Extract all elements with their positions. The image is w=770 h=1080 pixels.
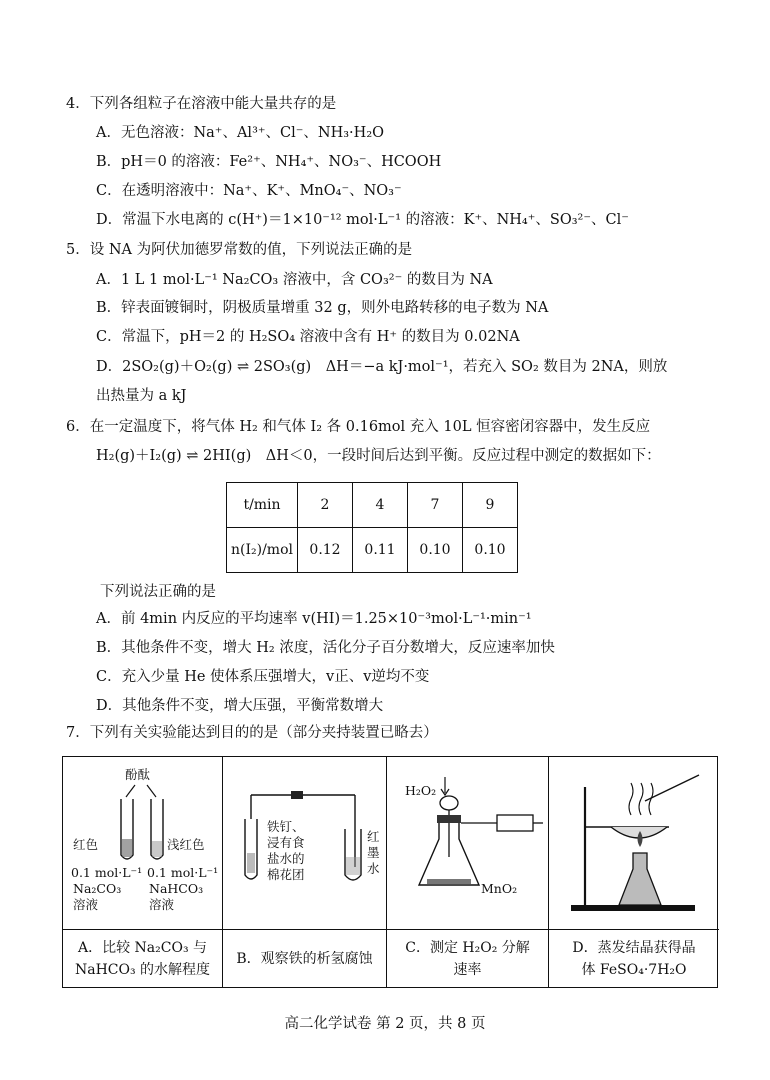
- label-phenolphthalein: 酚酞: [125, 767, 151, 782]
- page-footer: 高二化学试卷 第 2 页，共 8 页: [284, 1016, 486, 1032]
- label-h2o2: H₂O₂: [405, 783, 437, 798]
- q4-option-a: A．无色溶液：Na⁺、Al³⁺、Cl⁻、NH₃·H₂O: [96, 125, 385, 141]
- label-iron-nail: 铁钉、: [267, 819, 305, 834]
- q5-option-a: A．1 L 1 mol·L⁻¹ Na₂CO₃ 溶液中，含 CO₃²⁻ 的数目为 NA: [96, 272, 493, 288]
- table-row: [227, 528, 518, 573]
- label-red-ink-3: 水: [367, 861, 380, 876]
- caption-line: B．观察铁的析氢腐蚀: [236, 950, 373, 967]
- q6-data-table: [226, 482, 518, 573]
- label-conc-left: 0.1 mol·L⁻¹: [71, 865, 143, 880]
- caption-line: NaHCO₃ 的水解程度: [74, 961, 211, 978]
- q4-stem: 4．下列各组粒子在溶液中能大量共存的是: [66, 96, 337, 112]
- label-nahco3: NaHCO₃: [149, 881, 204, 896]
- q4-option-c: C．在透明溶液中：Na⁺、K⁺、MnO₄⁻、NO₃⁻: [96, 183, 402, 199]
- experiment-b: [223, 757, 387, 987]
- label-solution-left: 溶液: [73, 897, 99, 912]
- table-cell: 4: [353, 483, 408, 528]
- caption-line: D．蒸发结晶获得晶: [572, 939, 696, 956]
- q5-option-c: C．常温下，pH＝2 的 H₂SO₄ 溶液中含有 H⁺ 的数目为 0.02NA: [96, 329, 520, 345]
- q6-stem: 6．在一定温度下，将气体 H₂ 和气体 I₂ 各 0.16mol 充入 10L 恒容密闭容器中，发生反应: [66, 419, 651, 435]
- q5-option-d: D．2SO₂(g)＋O₂(g) ⇌ 2SO₃(g) ΔH＝−a kJ·mol⁻¹，若充入 SO₂ 数目为 2NA，则放: [96, 359, 668, 375]
- caption-line: 速率: [453, 961, 482, 978]
- table-cell: 0.10: [408, 528, 463, 573]
- table-header-amount: n(I₂)/mol: [227, 528, 298, 573]
- label-na2co3: Na₂CO₃: [73, 881, 122, 896]
- q7-experiment-grid: [62, 756, 718, 988]
- table-cell: 9: [463, 483, 518, 528]
- table-cell: 0.11: [353, 528, 408, 573]
- iron-corrosion-diagram: [223, 757, 387, 929]
- label-conc-right: 0.1 mol·L⁻¹: [147, 865, 219, 880]
- caption-line: C．测定 H₂O₂ 分解: [405, 939, 530, 956]
- table-cell: 0.10: [463, 528, 518, 573]
- table-cell: 0.12: [298, 528, 353, 573]
- q6-option-d: D．其他条件不变，增大压强，平衡常数增大: [96, 698, 384, 714]
- caption-line: 体 FeSO₄·7H₂O: [581, 961, 687, 978]
- q6-option-b: B．其他条件不变，增大 H₂ 浓度，活化分子百分数增大，反应速率加快: [96, 640, 555, 656]
- q5-stem: 5．设 NA 为阿伏加德罗常数的值，下列说法正确的是: [66, 242, 413, 258]
- label-red: 红色: [73, 837, 99, 852]
- experiment-c-caption: [387, 929, 548, 987]
- label-solution-right: 溶液: [149, 897, 175, 912]
- q5-option-b: B．锌表面镀铜时，阴极质量增重 32 g，则外电路转移的电子数为 NA: [96, 300, 549, 316]
- q4-option-b: B．pH＝0 的溶液：Fe²⁺、NH₄⁺、NO₃⁻、HCOOH: [96, 154, 442, 170]
- table-row: [227, 483, 518, 528]
- q7-stem: 7．下列有关实验能达到目的的是（部分夹持装置已略去）: [66, 725, 438, 741]
- label-mno2: MnO₂: [481, 881, 518, 896]
- q6-option-c: C．充入少量 He 使体系压强增大，v正、v逆均不变: [96, 669, 430, 685]
- q5-option-d-continued: 出热量为 a kJ: [96, 388, 187, 404]
- table-cell: 2: [298, 483, 353, 528]
- q4-option-d: D．常温下水电离的 c(H⁺)＝1×10⁻¹² mol·L⁻¹ 的溶液：K⁺、NH₄⁺、SO₃²⁻、Cl⁻: [96, 212, 629, 228]
- evaporation-diagram: [549, 757, 719, 929]
- experiment-b-caption: [223, 929, 386, 987]
- experiment-c: [387, 757, 549, 987]
- q6-option-a: A．前 4min 内反应的平均速率 v(HI)＝1.25×10⁻³mol·L⁻¹·min⁻¹: [96, 611, 532, 627]
- label-salt-water: 盐水的: [267, 851, 305, 866]
- label-red-ink-1: 红: [367, 829, 380, 844]
- q6-sub-stem: 下列说法正确的是: [100, 584, 216, 600]
- caption-line: A．比较 Na₂CO₃ 与: [77, 939, 208, 956]
- experiment-d: [549, 757, 719, 987]
- table-cell: 7: [408, 483, 463, 528]
- experiment-a-caption: [63, 929, 222, 987]
- experiment-d-caption: [549, 929, 719, 987]
- label-cotton: 棉花团: [267, 867, 305, 882]
- table-header-time: t/min: [227, 483, 298, 528]
- label-red-ink-2: 墨: [367, 845, 380, 860]
- q6-stem-continued: H₂(g)＋I₂(g) ⇌ 2HI(g) ΔH＜0，一段时间后达到平衡。反应过程中测定的数据如下：: [96, 448, 661, 464]
- experiment-a: [63, 757, 223, 987]
- label-light-red: 浅红色: [167, 837, 205, 852]
- label-soaked: 浸有食: [267, 835, 305, 850]
